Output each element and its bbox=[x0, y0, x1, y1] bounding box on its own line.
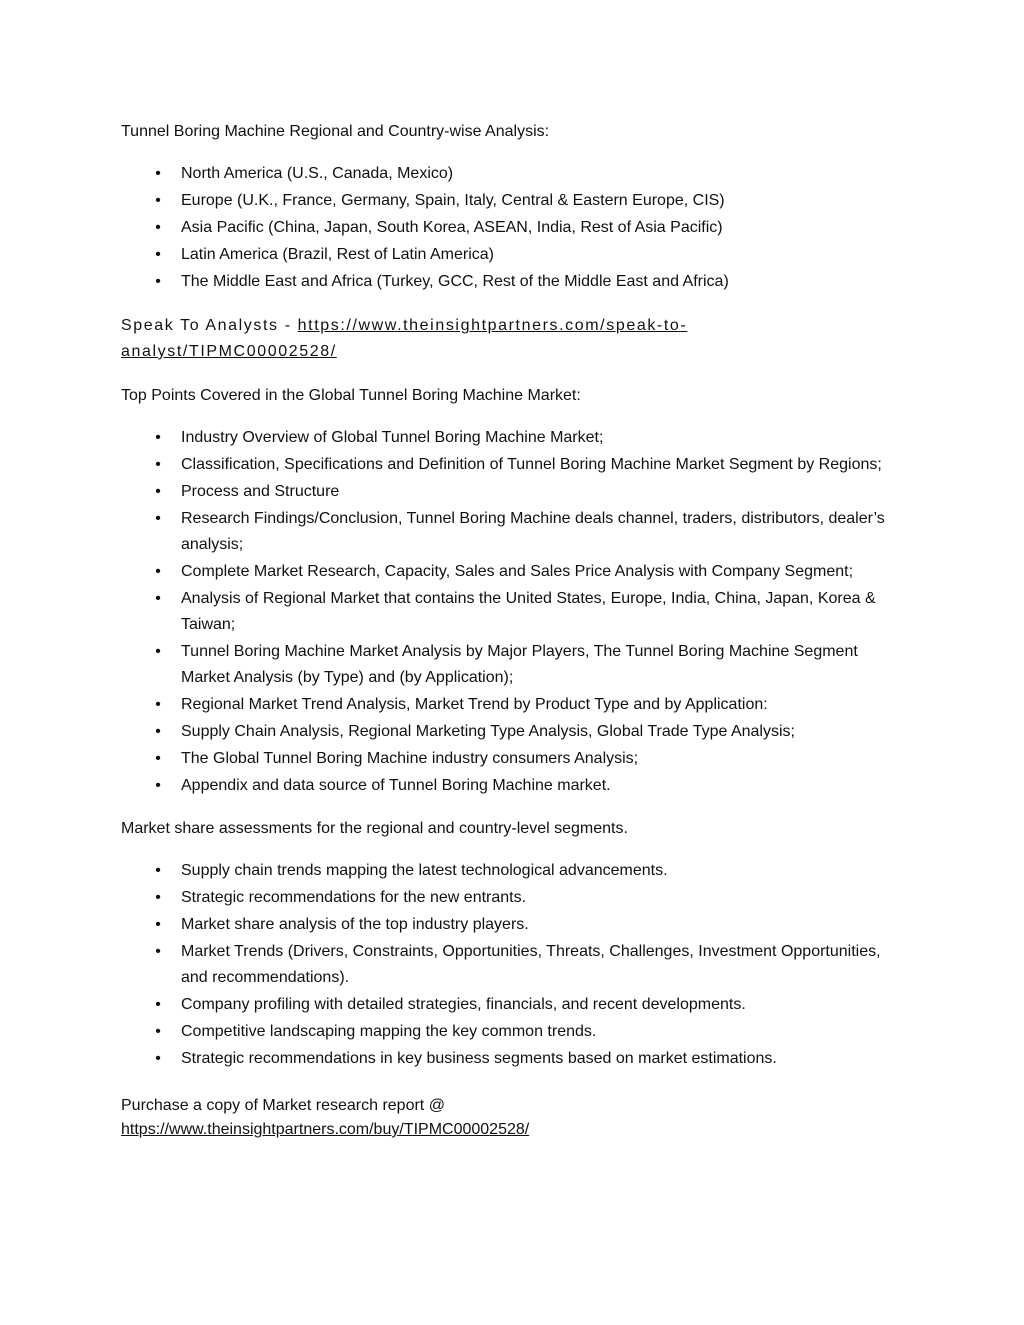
market-share-list bbox=[121, 858, 911, 1072]
bullet-icon: • bbox=[155, 429, 161, 446]
list-item: • Europe (U.K., France, Germany, Spain, Italy, Central & Eastern Europe, CIS) bbox=[121, 188, 911, 214]
bullet-icon: • bbox=[155, 996, 161, 1013]
speak-to-analyst-link[interactable]: https://www.theinsightpartners.com/speak-to- analyst/TIPMC00002528/ bbox=[121, 317, 688, 360]
bullet-icon: • bbox=[155, 777, 161, 794]
top-points-list bbox=[121, 425, 911, 799]
bullet-icon: • bbox=[155, 192, 161, 209]
bullet-icon: • bbox=[155, 750, 161, 767]
purchase-label: Purchase a copy of Market research report @ bbox=[121, 1097, 445, 1114]
top-points-heading: Top Points Covered in the Global Tunnel Boring Machine Market: bbox=[121, 387, 581, 404]
list-item: • Strategic recommendations in key business segments based on market estimations. bbox=[121, 1046, 911, 1072]
bullet-icon: • bbox=[155, 456, 161, 473]
list-item: • Competitive landscaping mapping the key common trends. bbox=[121, 1019, 911, 1045]
list-item: • Regional Market Trend Analysis, Market Trend by Product Type and by Application: bbox=[121, 692, 911, 718]
bullet-icon: • bbox=[155, 696, 161, 713]
bullet-icon: • bbox=[155, 273, 161, 290]
list-item: • Research Findings/Conclusion, Tunnel Boring Machine deals channel, traders, distributors, dealer’s analysis; bbox=[121, 506, 911, 558]
list-item: • Market share analysis of the top industry players. bbox=[121, 912, 911, 938]
list-item: • Process and Structure bbox=[121, 479, 911, 505]
bullet-icon: • bbox=[155, 165, 161, 182]
list-item: • Appendix and data source of Tunnel Boring Machine market. bbox=[121, 773, 911, 799]
list-item: • Market Trends (Drivers, Constraints, Opportunities, Threats, Challenges, Investment Opportunities, and recommendations). bbox=[121, 939, 911, 991]
bullet-icon: • bbox=[155, 889, 161, 906]
bullet-icon: • bbox=[155, 723, 161, 740]
regional-list bbox=[121, 161, 911, 295]
bullet-icon: • bbox=[155, 862, 161, 879]
list-item: • Asia Pacific (China, Japan, South Korea, ASEAN, India, Rest of Asia Pacific) bbox=[121, 215, 911, 241]
list-item: • Supply Chain Analysis, Regional Marketing Type Analysis, Global Trade Type Analysis; bbox=[121, 719, 911, 745]
bullet-icon: • bbox=[155, 483, 161, 500]
bullet-icon: • bbox=[155, 219, 161, 236]
bullet-icon: • bbox=[155, 563, 161, 580]
list-item: • Complete Market Research, Capacity, Sales and Sales Price Analysis with Company Segment; bbox=[121, 559, 911, 585]
list-item: • The Global Tunnel Boring Machine industry consumers Analysis; bbox=[121, 746, 911, 772]
bullet-icon: • bbox=[155, 1023, 161, 1040]
list-item: • Analysis of Regional Market that contains the United States, Europe, India, China, Japan, Korea & Taiwan; bbox=[121, 586, 911, 638]
bullet-icon: • bbox=[155, 943, 161, 960]
bullet-icon: • bbox=[155, 1050, 161, 1067]
bullet-icon: • bbox=[155, 246, 161, 263]
regional-analysis-heading: Tunnel Boring Machine Regional and Country-wise Analysis: bbox=[121, 123, 550, 140]
list-item: • The Middle East and Africa (Turkey, GCC, Rest of the Middle East and Africa) bbox=[121, 269, 911, 295]
bullet-icon: • bbox=[155, 510, 161, 527]
bullet-icon: • bbox=[155, 590, 161, 607]
list-item: • Company profiling with detailed strategies, financials, and recent developments. bbox=[121, 992, 911, 1018]
list-item: • Industry Overview of Global Tunnel Boring Machine Market; bbox=[121, 425, 911, 451]
list-item: • Tunnel Boring Machine Market Analysis by Major Players, The Tunnel Boring Machine Segment Market Analysis (by Type) and (by Application); bbox=[121, 639, 911, 691]
purchase-link[interactable]: https://www.theinsightpartners.com/buy/TIPMC00002528/ bbox=[121, 1121, 530, 1138]
list-item: • Latin America (Brazil, Rest of Latin America) bbox=[121, 242, 911, 268]
list-item: • Classification, Specifications and Definition of Tunnel Boring Machine Market Segment by Regions; bbox=[121, 452, 911, 478]
purchase-paragraph bbox=[121, 1094, 911, 1142]
list-item: • North America (U.S., Canada, Mexico) bbox=[121, 161, 911, 187]
bullet-icon: • bbox=[155, 643, 161, 660]
market-share-heading: Market share assessments for the regional and country-level segments. bbox=[121, 820, 628, 837]
list-item: • Strategic recommendations for the new entrants. bbox=[121, 885, 911, 911]
document-page bbox=[121, 119, 911, 1142]
speak-to-analysts bbox=[121, 313, 911, 365]
bullet-icon: • bbox=[155, 916, 161, 933]
speak-label: Speak To Analysts - bbox=[121, 317, 298, 334]
list-item: • Supply chain trends mapping the latest technological advancements. bbox=[121, 858, 911, 884]
